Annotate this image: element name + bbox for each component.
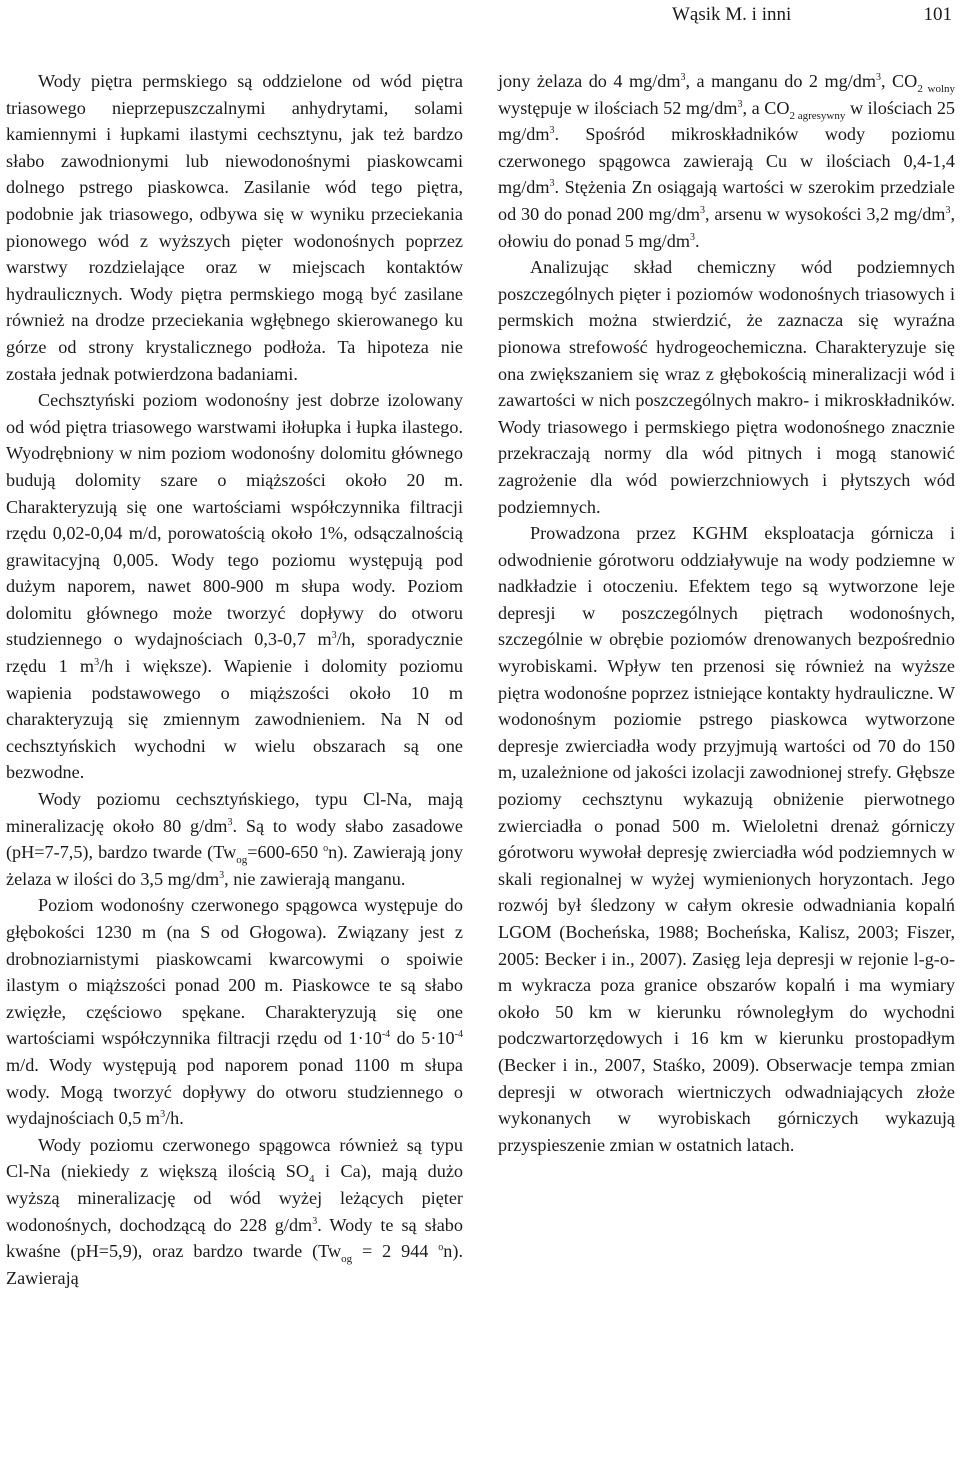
paragraph: Analizując skład chemiczny wód podziemnych poszczególnych pięter i poziomów wodonośnych triasowych i permskich można stwierdzić, że zaznacza się wyraźna pionowa strefowość hydrogeochemiczna. Charakteryzuje się ona zwiększaniem się wraz z głębokością mineralizacji wód i zawartości w nich poszczególnych makro- i mikroskładników. Wody triasowego i permskiego piętra wodonośnego znacznie przekraczają normy dla wód pitnych i mogą stanowić zagrożenie dla wód powierzchniowych i płytszych wód podziemnych. — [498, 257, 955, 517]
page-header — [0, 2, 960, 28]
paragraph: Prowadzona przez KGHM eksploatacja górnicza i odwodnienie górotworu oddziaływuje na wody podziemne w nadkładzie i otoczeniu. Efektem tego są wytworzone leje depresji w poszczególnych piętrach wodonośnych, szczególnie w obrębie poziomów drenowanych bezpośrednio wyrobiskami. Wpływ ten przenosi się również na wyższe piętra wodonośne poprzez istniejące kontakty hydrauliczne. W wodonośnym poziomie pstrego piaskowca wytworzone depresje zwierciadła wody przyjmują wartości od 70 do 150 m, uzależnione od jakości izolacji zawodnionej strefy. Głębsze poziomy cechsztynu wykazują obniżenie pierwotnego zwierciadła o ponad 500 m. Wieloletni drenaż górniczy górotworu wywołał depresję zwierciadła wód podziemnych w skali regionalnej w wyżej wymienionych horyzontach. Jego rozwój był śledzony w całym okresie odwadniania kopalń LGOM (Bocheńska, 1988; Bocheńska, Kalisz, 2003; Fiszer, 2005: Becker i in., 2007). Zasięg leja depresji w rejonie l-g-o-m wykracza poza granice obszarów kopalń i ma wymiary około 50 km w kierunku równoległym do wychodni podczwartorzędowych i 16 km w kierunku prostopadłym (Becker i in., 2007, Staśko, 2009). Obserwacje tempa zmian depresji w otworach wiertniczych odwadniających złoże wykonanych w wyrobiskach górniczych wykazują przyspieszenie zmian w ostatnich latach. — [498, 523, 955, 1155]
paragraph: jony żelaza do 4 $mg/dm^3$, a manganu do 2 $mg/dm^3$, $CO_{2 wolny}$ występuje w ilościach 52 $mg/dm^3$, a $CO_{2 agresywny}$ w ilościach 25 $mg/dm^3$. Spośród mikroskładników wody poziomu czerwonego spągowca zawierają Cu w ilościach 0,4-1,4 $mg/dm^3$. Stężenia Zn osiągają wartości w szerokim przedziale od 30 do ponad 200 $mg/dm^3$, arsenu w wysokości 3,2 $mg/dm^3$, ołowiu do ponad 5 $mg/dm^3$. — [498, 71, 956, 251]
left-column — [6, 68, 463, 1291]
paragraph: Wody poziomu cechsztyńskiego, typu Cl-Na, mają mineralizację około 80 $g/dm^3$. Są to wody słabo zasadowe (pH=7-7,5), bardzo twarde ($Tw_{og}=600-650$ $^o$n). Zawierają jony żelaza w ilości do 3,5 $mg/dm^3$, nie zawierają manganu. — [6, 789, 463, 889]
page-number: 101 — [923, 4, 952, 25]
paragraph: Cechsztyński poziom wodonośny jest dobrze izolowany od wód piętra triasowego warstwami iłołupka i łupka ilastego. Wyodrębniony w nim poziom wodonośny dolomitu głównego budują dolomity szare o miąższości około 20 m. Charakteryzują się one wartościami współczynnika filtracji rzędu 0,02-0,04 m/d, porowatością około 1%, odsączalnością grawitacyjną 0,005. Wody tego poziomu występują pod dużym naporem, nawet 800-900 m słupa wody. Poziom dolomitu głównego może tworzyć dopływy do otworu studziennego o wydajnościach 0,3-0,7 $m^3/h$, sporadycznie rzędu 1 $m^3/h$ i większe). Wapienie i dolomity poziomu wapienia podstawowego o miąższości około 10 m charakteryzują się zmiennym zawodnieniem. Na N od cechsztyńskich wychodni w wielu obszarach są one bezwodne. — [6, 390, 464, 783]
paragraph: Wody poziomu czerwonego spągowca również są typu Cl-Na (niekiedy z większą ilością $SO_4$ i Ca), mają dużo wyższą mineralizację od wód wyżej leżących pięter wodonośnych, dochodzącą do 228 $g/dm^3$. Wody te są słabo kwaśne (pH=5,9), oraz bardzo twarde ($Tw_{og} = 2$ 944 $^o$n). Zawierają — [6, 1134, 463, 1288]
paragraph: Poziom wodonośny czerwonego spągowca występuje do głębokości 1230 m (na S od Głogowa). Związany jest z drobnoziarnistymi piaskowcami kwarcowymi o spoiwie ilastym o miąższości ponad 200 m. Piaskowce te są słabo zwięzłe, częściowo spękane. Charakteryzują się one wartościami współczynnika filtracji rzędu od $1\cdot 10^{-4}$ do $5\cdot 10^{-4}$ m/d. Wody występują pod naporem ponad 1100 m słupa wody. Mogą tworzyć dopływy do otworu studziennego o wydajnościach 0,5 $m^3/h$. — [6, 895, 463, 1129]
running-head: Wąsik M. i inni — [672, 4, 792, 25]
paragraph: Wody piętra permskiego są oddzielone od wód piętra triasowego nieprzepuszczalnymi anhydrytami, solami kamiennymi i łupkami ilastymi cechsztynu, jak też bardzo słabo zawodnionymi lub niewodonośnymi piaskowcami dolnego pstrego piaskowca. Zasilanie wód tego piętra, podobnie jak triasowego, odbywa się w wyniku przeciekania pionowego wód z wyższych pięter wodonośnych poprzez warstwy rozdzielające oraz w miejscach kontaktów hydraulicznych. Wody piętra permskiego mogą być zasilane również na drodze przeciekania wgłębnego skierowanego ku górze od strony krystalicznego podłoża. Ta hipoteza nie została jednak potwierdzona badaniami. — [6, 71, 463, 384]
right-column — [498, 68, 955, 1158]
